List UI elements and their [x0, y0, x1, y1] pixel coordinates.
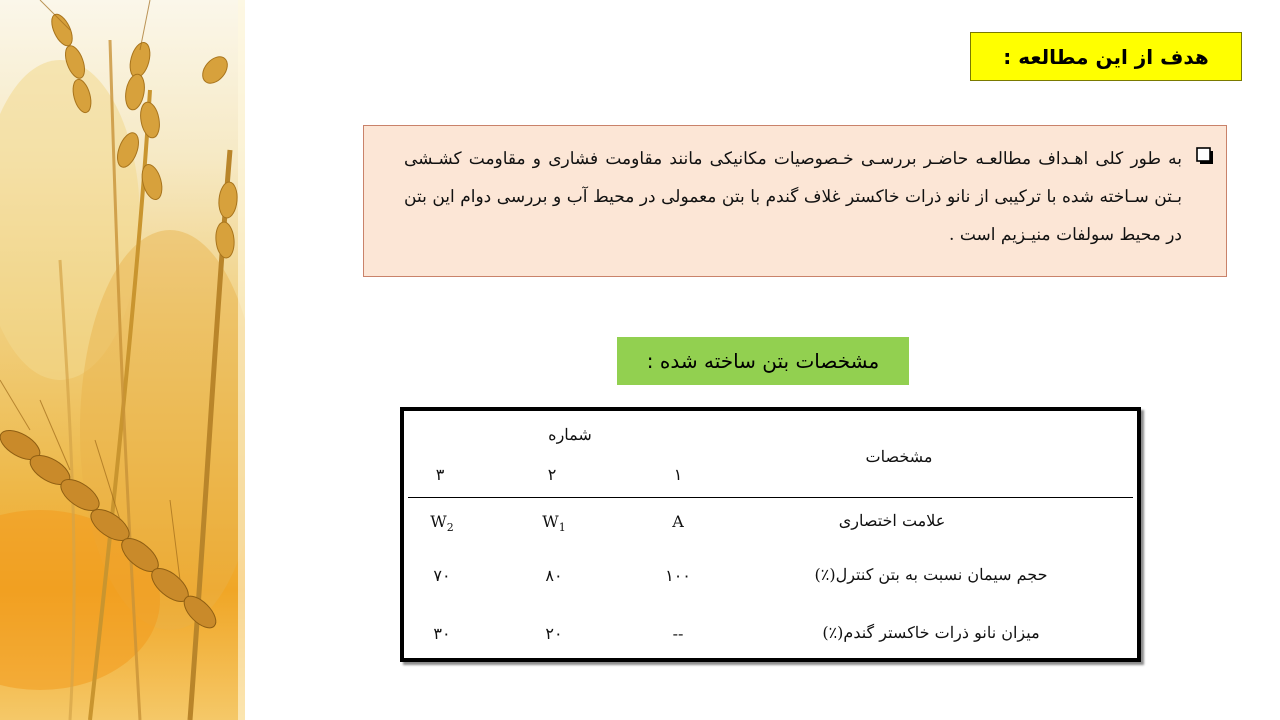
col-number-1: ۱: [673, 465, 683, 484]
row-3-col-2: ۲۰: [545, 624, 563, 643]
col-number-3: ۳: [435, 465, 445, 484]
checkbox-bullet-icon: [1196, 147, 1214, 165]
objective-paragraph: به طور کلی اهـداف مطالعـه حاضـر بررسـی خـصوصیات مکانیکی مانند مقاومت فشاری و مقاومت کشـشی بـتن سـاخته شده با ترکیبی از نانو ذرات خاکستر غلاف گندم با بتن معمولی در محیط آب و بررسی دوام این بتن در محیط سولفات منیـزیم است .: [404, 149, 1182, 245]
objective-paragraph-box: [363, 125, 1227, 277]
wheat-illustration: [0, 0, 245, 720]
row-label-abbreviation: علامت اختصاری: [838, 511, 946, 530]
header-number: شماره: [548, 425, 592, 444]
row-1-col-2: $W_1$: [542, 512, 566, 535]
row-1-col-3: $W_2$: [430, 512, 454, 535]
slide-title: هدف از این مطالعه :: [1003, 44, 1209, 69]
header-divider: [408, 497, 1133, 498]
section-heading: مشخصات بتن ساخته شده :: [646, 349, 880, 373]
row-1-col-1: A: [672, 512, 684, 531]
row-2-col-3: ۷۰: [433, 566, 451, 585]
row-label-cement-volume: حجم سیمان نسبت به بتن کنترل(٪): [814, 565, 1048, 584]
row-3-col-3: ۳۰: [433, 624, 451, 643]
header-feature: مشخصات: [865, 447, 933, 466]
specs-table: [400, 407, 1141, 662]
row-2-col-1: ۱۰۰: [665, 566, 691, 585]
col-number-2: ۲: [547, 465, 557, 484]
section-heading-box: [617, 337, 909, 385]
slide-title-box: [970, 32, 1242, 81]
row-3-col-1: --: [672, 624, 684, 643]
row-label-nano-ash: میزان نانو ذرات خاکستر گندم(٪): [822, 623, 1040, 642]
wheat-image: [0, 0, 245, 720]
row-2-col-2: ۸۰: [545, 566, 563, 585]
